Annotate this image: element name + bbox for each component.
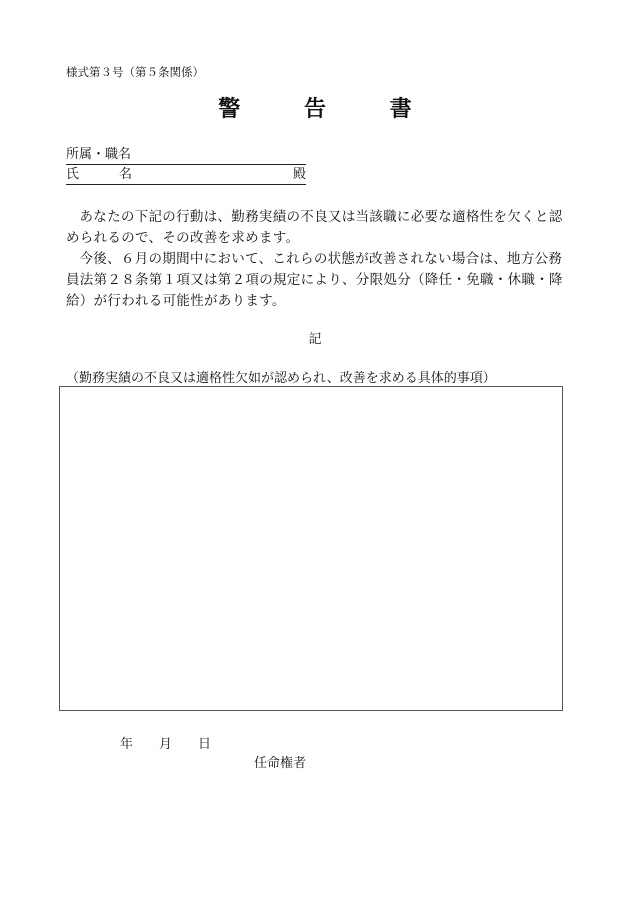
paragraph-1: あなたの下記の行動は、勤務実績の不良又は当該職に必要な適格性を欠くと認められるので、その改善を求めます。	[66, 209, 563, 246]
details-caption: （勤務実績の不良又は適格性欠如が認められ、改善を求める具体的事項）	[66, 371, 496, 386]
document-title	[0, 92, 630, 123]
affiliation-field[interactable]	[66, 146, 306, 165]
name-label-1: 氏	[66, 167, 80, 182]
title-char-2: 告	[303, 96, 326, 122]
name-label-2: 名	[119, 167, 133, 182]
paragraph-2: 今後、６月の期間中において、これらの状態が改善されない場合は、地方公務員法第２８条第１項又は第２項の規定により、分限処分（降任・免職・休職・降給）が行われる可能性があります。	[66, 251, 563, 309]
year-label: 年	[120, 737, 134, 752]
day-label: 日	[198, 737, 212, 752]
honorific-dono: 殿	[292, 167, 306, 182]
details-box[interactable]	[59, 386, 563, 711]
affiliation-label: 所属・職名	[66, 147, 132, 162]
month-label: 月	[159, 737, 173, 752]
appointing-authority: 任命権者	[254, 756, 307, 771]
warning-body	[66, 207, 566, 312]
title-char-1: 警	[218, 96, 241, 122]
recipient-name-field[interactable]	[66, 166, 306, 185]
date-line	[120, 733, 211, 752]
title-char-3: 書	[389, 96, 412, 122]
form-number: 様式第３号（第５条関係）	[66, 65, 204, 79]
ki-heading: 記	[308, 332, 322, 347]
